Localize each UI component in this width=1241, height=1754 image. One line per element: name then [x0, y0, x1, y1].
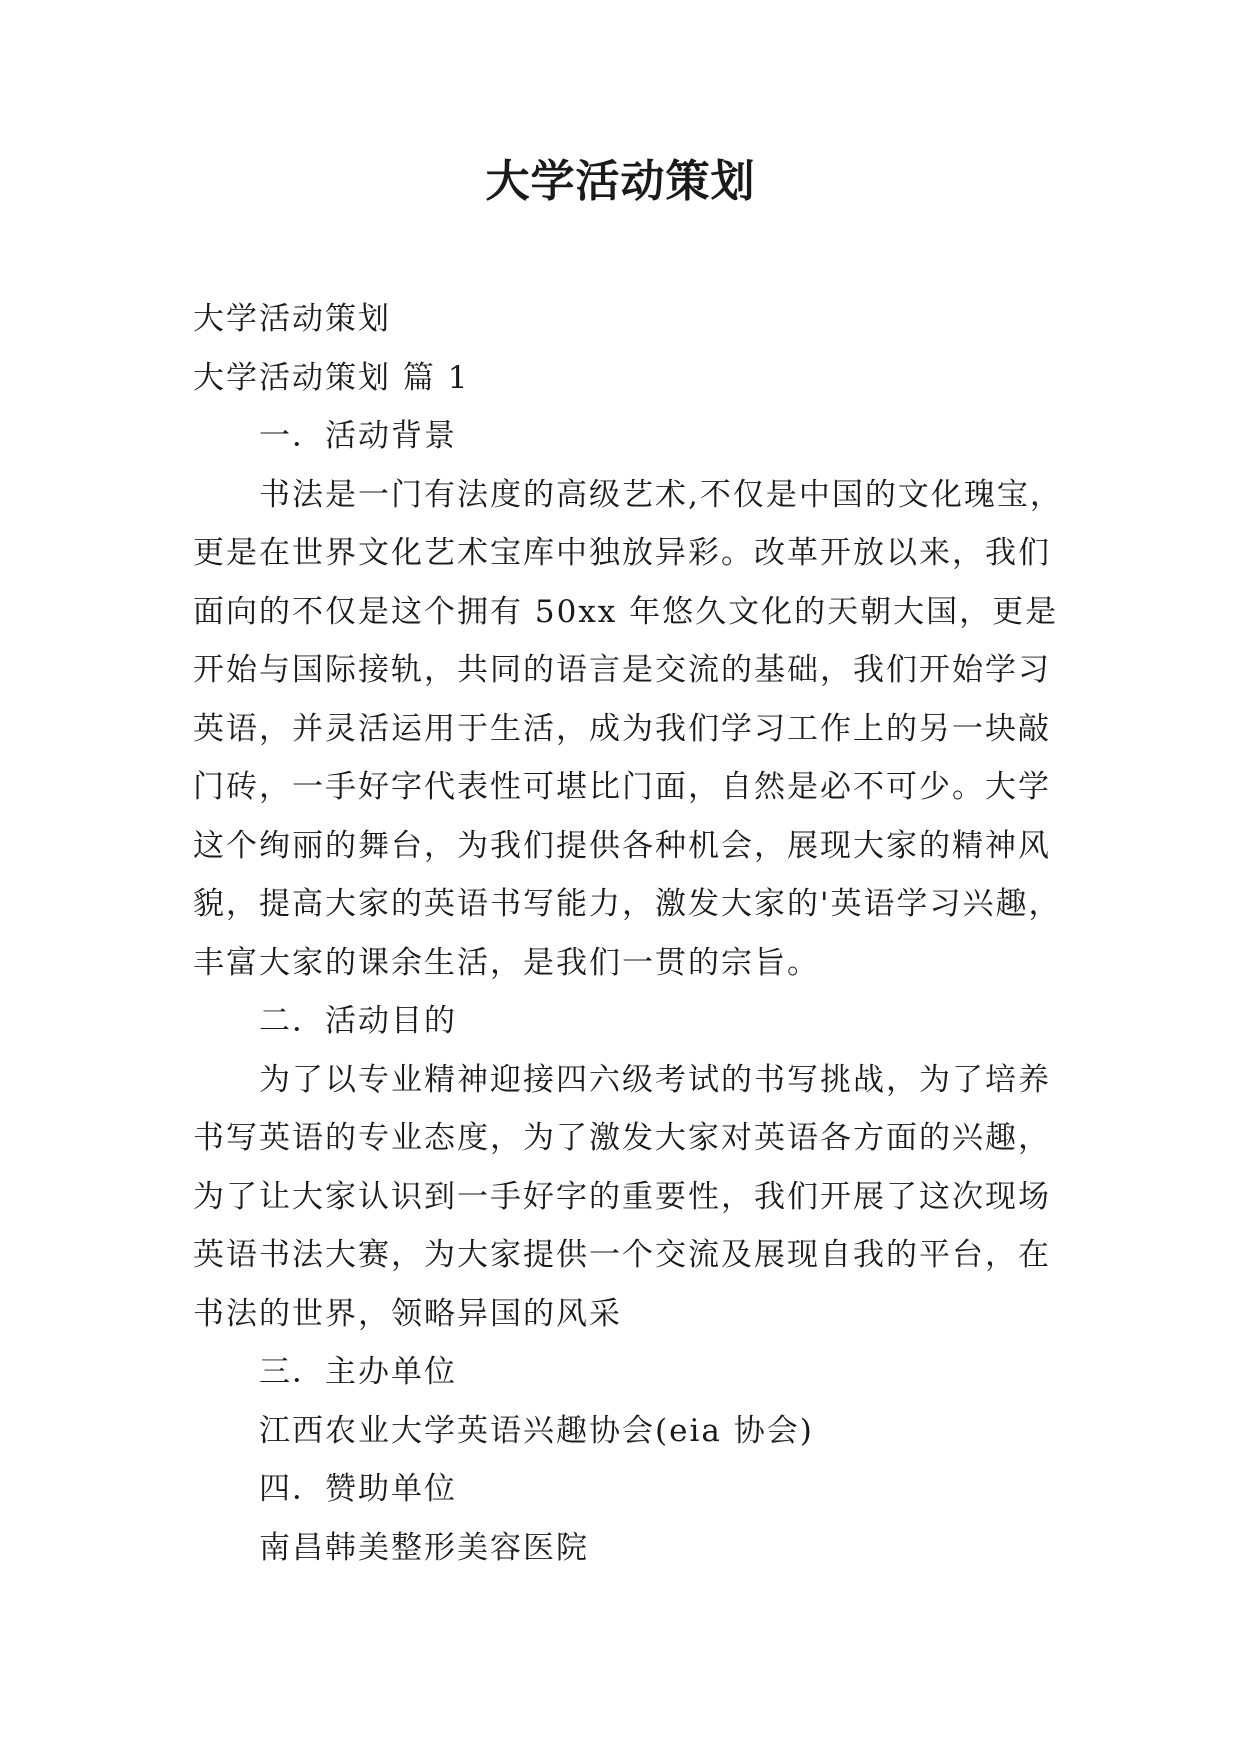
- paragraph-line: 丰富大家的课余生活，是我们一贯的宗旨。: [193, 944, 820, 981]
- line-0: 大学活动策划: [193, 301, 391, 337]
- section-heading-background: 一．活动背景: [259, 418, 457, 454]
- paragraph-line: 面向的不仅是这个拥有 50xx 年悠久文化的天朝大国，更是: [193, 593, 1059, 630]
- paragraph-line: 门砖，一手好字代表性可堪比门面，自然是必不可少。大学: [193, 769, 1051, 805]
- paragraph-line: 这个绚丽的舞台，为我们提供各种机会，展现大家的精神风: [193, 827, 1051, 864]
- paragraph-line: 书法的世界，领略异国的风采: [193, 1295, 622, 1332]
- document-title: 大学活动策划: [485, 156, 756, 207]
- section-heading-sponsor: 四．赞助单位: [259, 1471, 457, 1507]
- line-1: 大学活动策划 篇 1: [193, 359, 470, 396]
- sponsor-name: 南昌韩美整形美容医院: [259, 1529, 589, 1566]
- paragraph-line: 书写英语的专业态度，为了激发大家对英语各方面的兴趣，: [193, 1120, 1051, 1156]
- paragraph-line: 为了让大家认识到一手好字的重要性，我们开展了这次现场: [193, 1178, 1051, 1215]
- paragraph-line: 更是在世界文化艺术宝库中独放异彩。改革开放以来，我们: [193, 535, 1051, 571]
- paragraph-line: 英语，并灵活运用于生活，成为我们学习工作上的另一块敲: [193, 710, 1051, 747]
- paragraph-line: 书法是一门有法度的高级艺术,不仅是中国的文化瑰宝，: [259, 476, 1063, 513]
- document-body: [193, 290, 1083, 1577]
- paragraph-line: 开始与国际接轨，共同的语言是交流的基础，我们开始学习: [193, 652, 1051, 688]
- paragraph-line: 貌，提高大家的英语书写能力，激发大家的'英语学习兴趣，: [193, 886, 1062, 922]
- organizer-name: 江西农业大学英语兴趣协会(eia 协会): [259, 1412, 814, 1449]
- paragraph-line: 为了以专业精神迎接四六级考试的书写挑战，为了培养: [259, 1061, 1051, 1098]
- section-heading-organizer: 三．主办单位: [259, 1354, 457, 1390]
- paragraph-line: 英语书法大赛，为大家提供一个交流及展现自我的平台，在: [193, 1237, 1051, 1273]
- section-heading-purpose: 二．活动目的: [259, 1003, 457, 1039]
